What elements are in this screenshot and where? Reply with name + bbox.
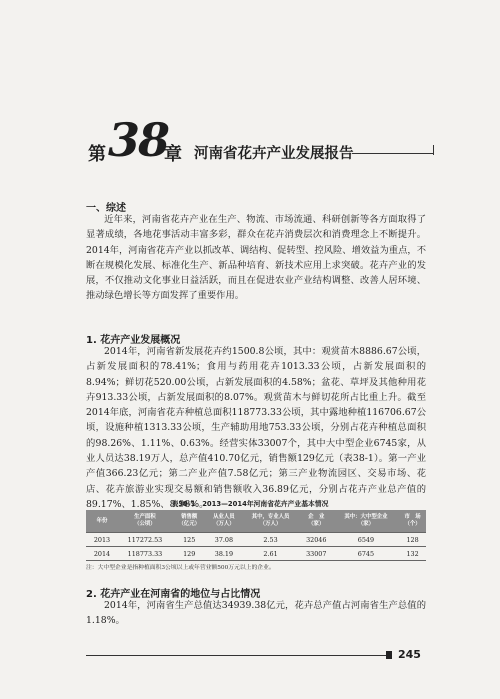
- table-header-row: [86, 510, 426, 533]
- table-cell: 38.19: [207, 547, 242, 561]
- table-cell: 129: [172, 547, 207, 561]
- chapter-number: 38: [108, 113, 169, 167]
- table-cell: 2014: [86, 547, 118, 561]
- table-cell: 6549: [333, 533, 399, 547]
- chapter-title: 河南省花卉产业发展报告: [194, 146, 354, 162]
- table-cell: 2.53: [241, 533, 300, 547]
- table-cell: 132: [399, 547, 426, 561]
- table-cell: 6745: [333, 547, 399, 561]
- table-cell: 118773.33: [118, 547, 172, 561]
- table-row: [86, 533, 426, 547]
- chapter-title-rule-end: [433, 145, 434, 155]
- table-note: 注：大中型企业是指种植面积3公顷以上或年营业额500万元以上的企业。: [86, 565, 275, 571]
- table-caption: 表38-1 2013—2014年河南省花卉产业基本情况: [171, 500, 329, 508]
- development-paragraph: [86, 344, 426, 512]
- status-paragraph: [86, 598, 426, 629]
- col-markets: 市 场 （个）: [399, 510, 426, 533]
- table-cell: 2013: [86, 533, 118, 547]
- table-cell: 2.61: [241, 547, 300, 561]
- col-large-enterprises: 其中：大中型企业 （家）: [333, 510, 399, 533]
- table-cell: 33007: [300, 547, 333, 561]
- chapter-prefix: 第: [88, 144, 106, 165]
- footer-marker: [386, 651, 392, 659]
- table-cell: 37.08: [207, 533, 242, 547]
- col-year: 年份: [86, 510, 118, 533]
- chapter-suffix: 章: [164, 144, 182, 165]
- overview-paragraph: [86, 212, 426, 304]
- section-heading-status: 2. 花卉产业在河南省的地位与占比情况: [86, 589, 261, 600]
- col-sales: 销售额 （亿元）: [172, 510, 207, 533]
- col-area: 生产面积 （公顷）: [118, 510, 172, 533]
- page-number: 245: [398, 648, 421, 661]
- table-cell: 125: [172, 533, 207, 547]
- development-text: 2014年，河南省新发展花卉约1500.8公顷，其中：观赏苗木8886.67公顷，占新发展面积的78.41%；食用与药用花卉1013.33公顷，占新发展面积的8.94%；鲜切花520.00公顷，占新发展面积的4.58%；盆花、草坪及其他种用花卉913.33公顷，占新发展面积的8.07%。观赏苗木与鲜切花所占比重上升。截至2014年底，河南省花卉种植总面积118773.33公顷，其中露地种植116706.67公顷，设施种植1313.33公顷，生产辅助用地753.33公顷，分别占花卉种植总面积的98.26%、1.11%、0.63%。经营实体33007个，其中大中型企业6745家，从业人员达38.19万人，总产值410.70亿元，销售额129亿元（表38-1）。第一产业产值366.23亿元；第二产业产值7.58亿元；第三产业物流园区、交易市场、花店、花卉旅游业实现交易额和销售额收入36.89亿元，分别占花卉产业总产值的89.17%、1.85%、8.98%。: [86, 346, 426, 510]
- table-row: [86, 547, 426, 561]
- table-cell: 117272.53: [118, 533, 172, 547]
- section-heading-overview: 一、综述: [86, 203, 126, 214]
- table-cell: 32046: [300, 533, 333, 547]
- chapter-title-rule: [352, 153, 434, 154]
- col-employees: 从业人员 （万人）: [207, 510, 242, 533]
- overview-text: 近年来，河南省花卉产业在生产、物流、市场流通、科研创新等各方面取得了显著成绩，各地花事活动丰富多彩，群众在花卉消费层次和消费理念上不断提升。2014年，河南省花卉产业以抓改革、调结构、促转型、控风险、增效益为重点，不断在规模化发展、标准化生产、新品种培育、新技术应用上求突破。花卉产业的发展，不仅推动文化事业日益活跃，而且在促进农业产业结构调整、改善人居环境、推动绿色增长等方面发挥了重要作用。: [86, 214, 426, 302]
- col-professionals: 其中，专业人员 （万人）: [241, 510, 300, 533]
- table-cell: 128: [399, 533, 426, 547]
- chapter-heading: [88, 112, 448, 176]
- data-table: [86, 510, 426, 561]
- status-text: 2014年，河南省生产总值达34939.38亿元，花卉总产值占河南省生产总值的1.18%。: [86, 600, 426, 627]
- section-heading-development: 1. 花卉产业发展概况: [86, 335, 181, 346]
- footer-rule: [86, 655, 386, 656]
- col-enterprises: 企 业 （家）: [300, 510, 333, 533]
